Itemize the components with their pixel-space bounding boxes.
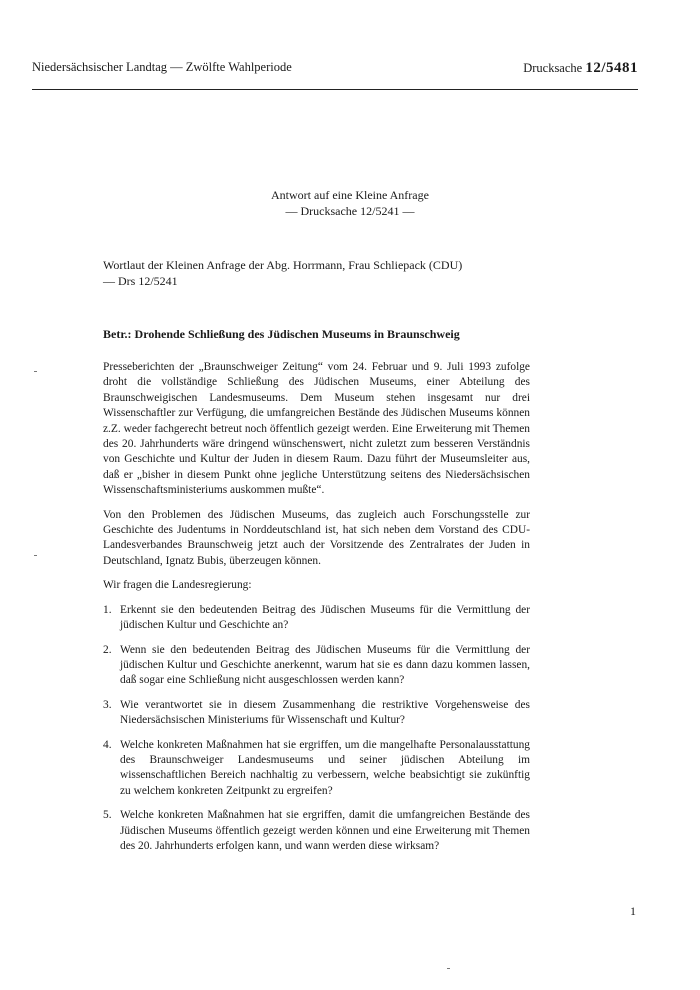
title-line-2: — Drucksache 12/5241 — [285, 204, 415, 218]
question-item [103, 738, 530, 800]
title-line-1: Antwort auf eine Kleine Anfrage [271, 188, 429, 202]
page-number: 1 [630, 904, 636, 918]
scan-mark [34, 371, 37, 372]
question-text: Wie verantwortet sie in diesem Zusammenhang die restriktive Vorgehensweise des Niedersächsischen Ministeriums für Wissenschaft und Kultur? [120, 698, 530, 727]
header-drucksache-number: 12/5481 [585, 60, 638, 76]
scan-mark [34, 555, 37, 556]
wortlaut-line-1: Wortlaut der Kleinen Anfrage der Abg. Horrmann, Frau Schliepack (CDU) [103, 258, 463, 272]
header-document-number [523, 60, 638, 77]
header-drucksache-label: Drucksache [523, 61, 583, 75]
questions-intro: Wir fragen die Landesregierung: [103, 579, 252, 592]
question-item [103, 808, 530, 854]
question-item [103, 698, 530, 729]
question-number: 2. [103, 643, 112, 656]
header-parliament: Niedersächsischer Landtag — Zwölfte Wahlperiode [32, 60, 292, 74]
paragraph: Von den Problemen des Jüdischen Museums, das zugleich auch Forschungsstelle zur Geschichte des Judentums in Norddeutschland ist, hat sich neben dem Vorstand des CDU-Landesverbandes Braunschweig jetzt auch der Vorsitzende des Zentralrates der Juden in Deutschland, Ignatz Bubis, überzeugen können. [103, 508, 530, 567]
document-title [0, 187, 700, 219]
question-number: 5. [103, 809, 112, 822]
inquiry-wording [103, 257, 543, 289]
page-header [32, 60, 638, 80]
question-number: 1. [103, 603, 112, 616]
question-number: 4. [103, 738, 112, 751]
question-text: Wenn sie den bedeutenden Beitrag des Jüdischen Museums für die Vermittlung der jüdischen Kultur und Geschichte anerkennt, warum hat sie es dann dazu kommen lassen, daß sogar eine Schließung nicht ausgeschlossen werden kann? [120, 643, 530, 687]
wortlaut-line-2: — Drs 12/5241 [103, 274, 178, 288]
paragraph: Presseberichten der „Braunschweiger Zeitung“ vom 24. Februar und 9. Juli 1993 zufolge droht die vollständige Schließung des Jüdischen Museums, einer Abteilung des Braunschweigischen Landesmuseums. Dem Museum stehen insgesamt nur drei Wissenschaftler zur Verfügung, die umfangreichen Bestände des Jüdischen Museums können z.Z. weder fachgerecht betreut noch öffentlich gezeigt werden. Eine Erweiterung mit Themen des 20. Jahrhunderts wäre dringend wünschenswert, nicht zuletzt zum besseren Verständnis von Geschichte und Kultur der Juden in diesem Raum. Dazu führt der Museumsleiter aus, daß er „bisher in diesem Punkt ohne jegliche Unterstützung seitens des Niedersächsischen Wissenschaftsministeriums auskommen mußte“. [103, 361, 530, 497]
subject-line: Betr.: Drohende Schließung des Jüdischen Museums in Braunschweig [103, 327, 460, 341]
question-item [103, 643, 530, 689]
question-text: Welche konkreten Maßnahmen hat sie ergriffen, um die mangelhafte Personalausstattung des Braunschweiger Landesmuseums und seiner jüdischen Abteilung im wissenschaftlichen Bereich nachhaltig zu verbessern, welche beabsichtigt sie zukünftig zu welchem konkreten Zeitpunkt zu ergreifen? [120, 738, 530, 797]
question-text: Erkennt sie den bedeutenden Beitrag des Jüdischen Museums für die Vermittlung der jüdischen Kultur und Geschichte an? [120, 603, 530, 632]
question-number: 3. [103, 698, 112, 711]
header-rule [32, 89, 638, 90]
question-item [103, 603, 530, 634]
document-body [103, 360, 530, 863]
question-text: Welche konkreten Maßnahmen hat sie ergriffen, damit die umfangreichen Bestände des Jüdischen Museums öffentlich gezeigt werden können und eine Erweiterung mit Themen des 20. Jahrhunderts erfolgen kann, und wann werden diese wirksam? [120, 809, 530, 852]
scan-mark [447, 968, 450, 969]
questions-list [103, 603, 530, 855]
